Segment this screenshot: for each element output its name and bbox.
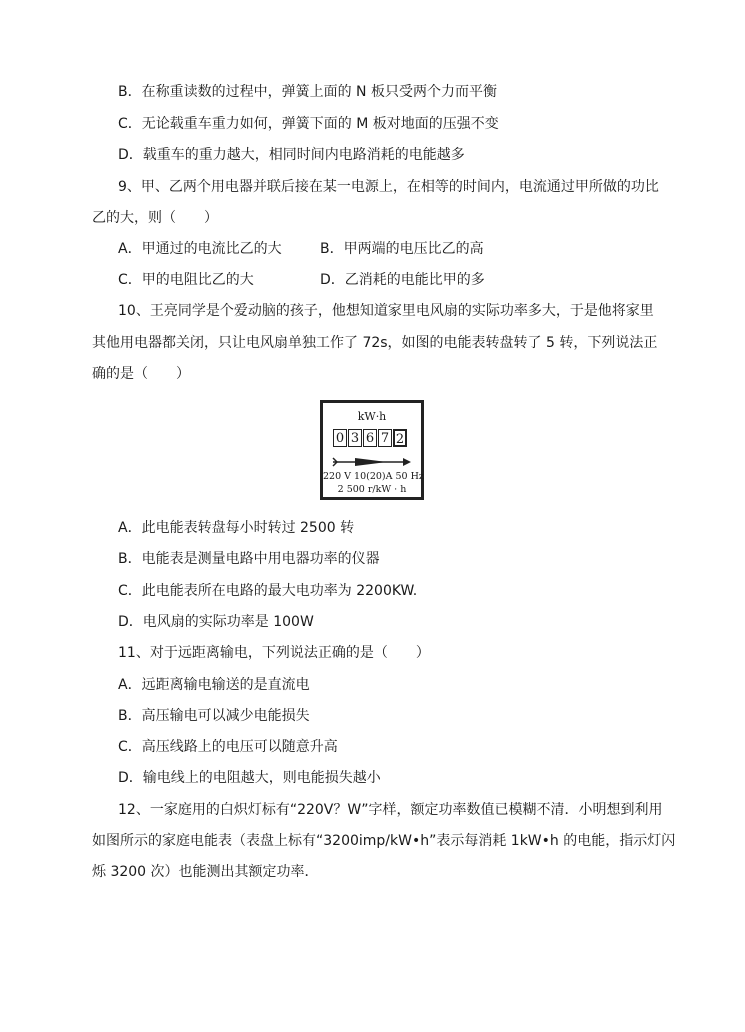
q9-option-c: C．甲的电阻比乙的大 — [118, 272, 254, 288]
q10-stem-line3: 确的是（ ） — [92, 366, 190, 382]
q11-option-b: B．高压输电可以减少电能损失 — [118, 708, 310, 724]
meter-digits — [333, 429, 408, 449]
q9-stem-line2: 乙的大，则（ ） — [92, 210, 218, 226]
meter-spec-rating: 220 V 10(20)A 50 Hz — [323, 471, 424, 482]
q10-option-d: D．电风扇的实际功率是 100W — [118, 614, 314, 630]
q10-stem-line2: 其他用电器都关闭，只让电风扇单独工作了 72s，如图的电能表转盘转了 5 转，下列说法正 — [92, 335, 658, 351]
rotation-arrow-icon — [329, 455, 413, 469]
electric-meter-figure — [320, 400, 424, 500]
q10-option-c: C．此电能表所在电路的最大电功率为 2200KW. — [118, 583, 418, 599]
q11-option-d: D．输电线上的电阻越大，则电能损失越小 — [118, 770, 381, 786]
q9-option-d: D．乙消耗的电能比甲的多 — [320, 272, 485, 288]
meter-digit-decimal: 2 — [393, 429, 407, 447]
q10-option-b: B．电能表是测量电路中用电器功率的仪器 — [118, 551, 380, 567]
meter-spec-revolutions: 2 500 r/kW · h — [337, 484, 407, 495]
q9-stem-line1: 9、甲、乙两个用电器并联后接在某一电源上，在相等的时间内，电流通过甲所做的功比 — [118, 179, 659, 195]
meter-digit: 3 — [348, 429, 362, 447]
q11-stem: 11、对于远距离输电，下列说法正确的是（ ） — [118, 645, 430, 661]
q8-option-b: B．在称重读数的过程中，弹簧上面的 N 板只受两个力而平衡 — [118, 84, 497, 100]
q8-option-d: D．载重车的重力越大，相同时间内电路消耗的电能越多 — [118, 147, 465, 163]
q11-option-a: A．远距离输电输送的是直流电 — [118, 677, 310, 693]
q12-stem-line3: 烁 3200 次）也能测出其额定功率． — [92, 864, 319, 880]
q10-stem-line1: 10、王亮同学是个爱动脑的孩子，他想知道家里电风扇的实际功率多大，于是他将家里 — [118, 303, 654, 319]
meter-unit-label: kW·h — [357, 410, 387, 423]
q11-option-c: C．高压线路上的电压可以随意升高 — [118, 739, 338, 755]
q12-stem-line2: 如图所示的家庭电能表（表盘上标有“3200imp/kW•h”表示每消耗 1kW•h 的电能，指示灯闪 — [92, 833, 676, 849]
q12-stem-line1: 12、一家庭用的白炽灯标有“220V？W”字样，额定功率数值已模糊不清．小明想到利用 — [118, 802, 663, 818]
q10-option-a: A．此电能表转盘每小时转过 2500 转 — [118, 520, 355, 536]
q9-option-b: B．甲两端的电压比乙的高 — [320, 241, 484, 257]
q9-option-a: A．甲通过的电流比乙的大 — [118, 241, 282, 257]
q8-option-c: C．无论载重车重力如何，弹簧下面的 M 板对地面的压强不变 — [118, 116, 499, 132]
meter-digit: 7 — [378, 429, 392, 447]
meter-digit: 6 — [363, 429, 377, 447]
meter-digit: 0 — [333, 429, 347, 447]
